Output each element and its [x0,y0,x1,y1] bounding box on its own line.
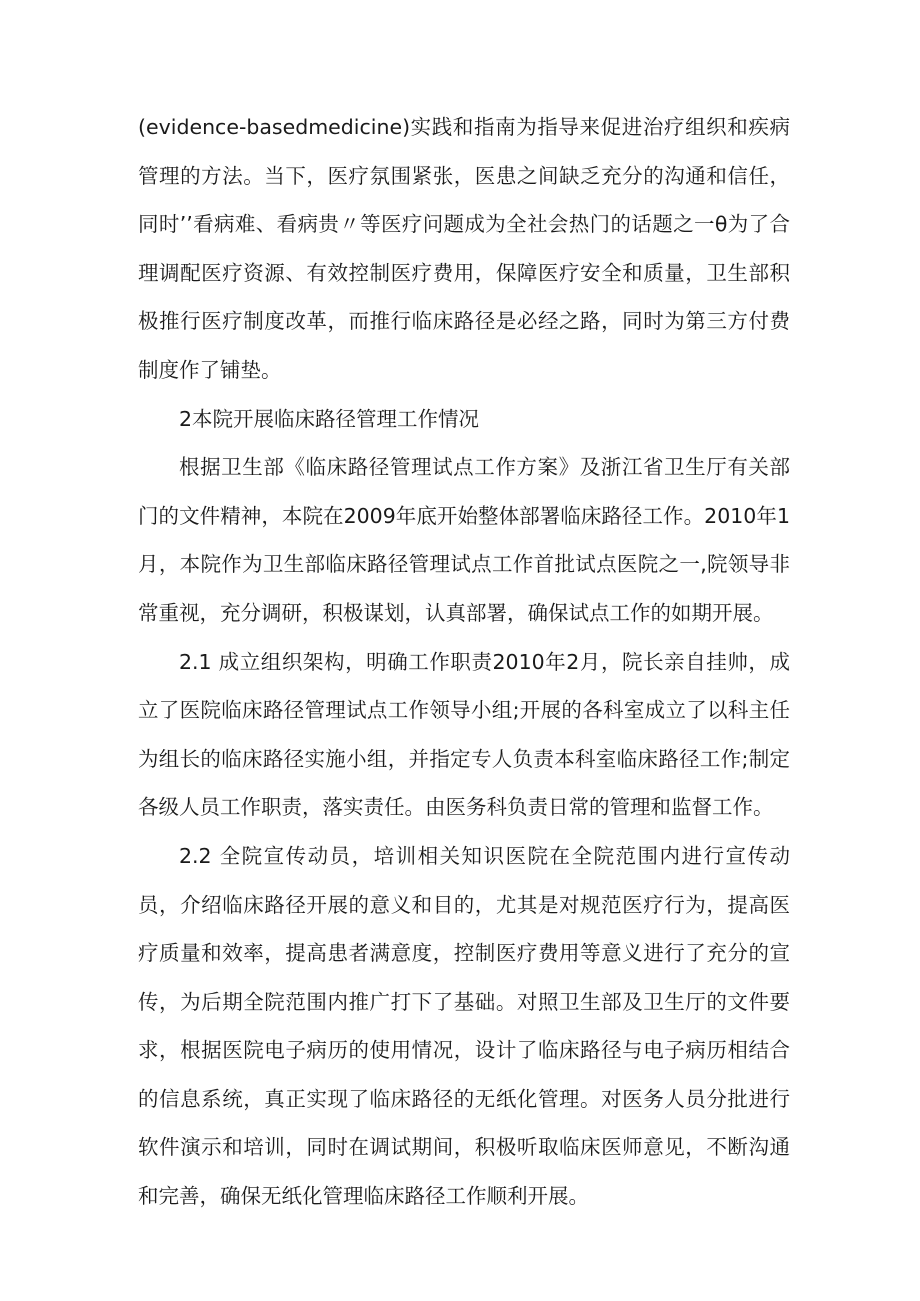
document-body [138,103,790,1221]
section-heading: 2本院开展临床路径管理工作情况 [179,406,480,431]
paragraph-section-2-body: 根据卫生部《临床路径管理试点工作方案》及浙江省卫生厅有关部门的文件精神，本院在2009年底开始整体部署临床路径工作。2010年1月，本院作为卫生部临床路径管理试点工作首批试点医院之一,院领导非常重视，充分调研，积极谋划，认真部署，确保试点工作的如期开展。 [138,455,790,625]
paragraph-intro-continued: (evidence-basedmedicine)实践和指南为指导来促进治疗组织和疾病管理的方法。当下，医疗氛围紧张，医患之间缺乏充分的沟通和信任，同时’’看病难、看病贵〃等医疗问题成为全社会热门的话题之一θ为了合理调配医疗资源、有效控制医疗费用，保障医疗安全和质量，卫生部积极推行医疗制度改革，而推行临床路径是必经之路，同时为第三方付费制度作了铺垫。 [138,115,790,382]
paragraph-section-2-2: 2.2 全院宣传动员，培训相关知识医院在全院范围内进行宣传动员，介绍临床路径开展的意义和目的，尤其是对规范医疗行为，提高医疗质量和效率，提高患者满意度，控制医疗费用等意义进行了充分的宣传，为后期全院范围内推广打下了基础。对照卫生部及卫生厅的文件要求，根据医院电子病历的使用情况，设计了临床路径与电子病历相结合的信息系统，真正实现了临床路径的无纸化管理。对医务人员分批进行软件演示和培训，同时在调试期间，积极听取临床医师意见，不断沟通和完善，确保无纸化管理临床路径工作顺利开展。 [138,843,790,1209]
paragraph-section-2-1: 2.1 成立组织架构，明确工作职责2010年2月，院长亲自挂帅，成立了医院临床路径管理试点工作领导小组;开展的各科室成立了以科主任为组长的临床路径实施小组，并指定专人负责本科室临床路径工作;制定各级人员工作职责，落实责任。由医务科负责日常的管理和监督工作。 [138,649,790,820]
